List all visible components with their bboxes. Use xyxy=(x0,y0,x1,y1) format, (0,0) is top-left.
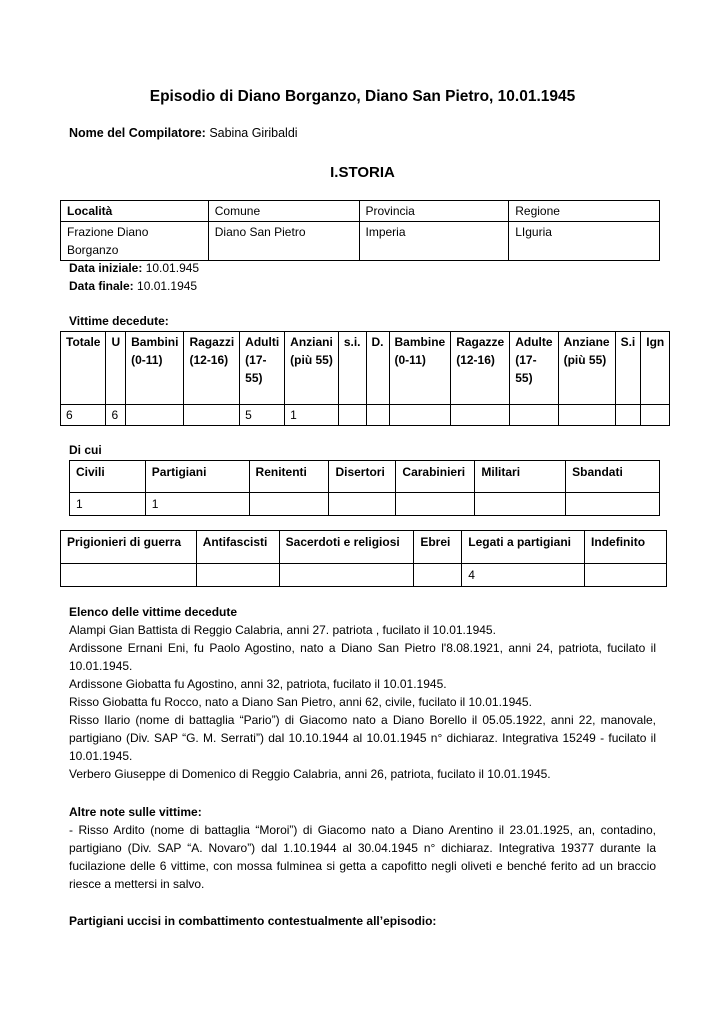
di-cui-header: Partigiani xyxy=(145,461,249,493)
table-row xyxy=(61,564,667,587)
victims-cell xyxy=(338,405,366,426)
di-cui-cell xyxy=(396,493,475,516)
di-cui-table xyxy=(69,460,660,516)
di-cui-label: Di cui xyxy=(69,443,102,457)
prisoners-header: Sacerdoti e religiosi xyxy=(279,531,414,564)
start-date-label: Data iniziale: xyxy=(69,261,143,275)
end-date-value: 10.01.1945 xyxy=(137,279,198,293)
prisoners-cell xyxy=(585,564,667,587)
table-row xyxy=(70,461,660,493)
di-cui-cell xyxy=(475,493,566,516)
prisoners-cell xyxy=(414,564,462,587)
victims-cell xyxy=(510,405,558,426)
victims-cell: 1 xyxy=(285,405,339,426)
victims-list xyxy=(69,603,656,783)
di-cui-header: Sbandati xyxy=(566,461,660,493)
start-date-value: 10.01.945 xyxy=(145,261,200,275)
victims-cell xyxy=(184,405,240,426)
dates-block xyxy=(69,259,199,295)
victims-cell: 5 xyxy=(240,405,285,426)
other-notes-label: Altre note sulle vittime: xyxy=(69,805,202,819)
list-item: Verbero Giuseppe di Domenico di Reggio Calabria, anni 26, patriota, fucilato il 10.01.1945. xyxy=(69,767,551,781)
prisoners-cell xyxy=(196,564,279,587)
prisoners-header: Legati a partigiani xyxy=(462,531,585,564)
di-cui-cell: 1 xyxy=(145,493,249,516)
prisoners-cell xyxy=(61,564,197,587)
list-item: Ardissone Giobatta fu Agostino, anni 32, patriota, fucilato il 10.01.1945. xyxy=(69,677,447,691)
table-row xyxy=(61,531,667,564)
location-header: Località xyxy=(61,201,209,222)
prisoners-header: Indefinito xyxy=(585,531,667,564)
di-cui-cell xyxy=(329,493,396,516)
compiler-value: Sabina Giribaldi xyxy=(209,126,298,140)
partisans-killed-label: Partigiani uccisi in combattimento contestualmente all’episodio: xyxy=(69,914,437,928)
location-header: Provincia xyxy=(359,201,509,222)
location-cell: Imperia xyxy=(359,222,509,261)
prisoners-header: Ebrei xyxy=(414,531,462,564)
victims-cell: 6 xyxy=(61,405,106,426)
victims-header: Adulte (17-55) xyxy=(510,332,558,405)
prisoners-header: Antifascisti xyxy=(196,531,279,564)
di-cui-header: Disertori xyxy=(329,461,396,493)
page-title: Episodio di Diano Borganzo, Diano San Pietro, 10.01.1945 xyxy=(149,88,576,105)
di-cui-header: Civili xyxy=(70,461,146,493)
victims-header: U xyxy=(106,332,126,405)
location-cell: LIguria xyxy=(509,222,660,261)
compiler-label: Nome del Compilatore: xyxy=(69,126,206,140)
section-title: I.STORIA xyxy=(330,164,395,181)
victims-header: Anziani (più 55) xyxy=(285,332,339,405)
victims-header: Bambine (0-11) xyxy=(389,332,451,405)
list-item: Risso Ilario (nome di battaglia “Pario”) di Giacomo nato a Diano Borello il 05.05.1922, anni 22, manovale, partigiano (Div. SAP “G. M. Serrati”) dal 10.10.1944 al 10.01.1945 n° dichiaraz. Integrativa 15249 - fucilato il 10.01.1945. xyxy=(69,713,656,763)
list-item: Ardissone Ernani Eni, fu Paolo Agostino, nato a Diano San Pietro l'8.08.1921, anni 24, patriota, fucilato il 10.01.1945. xyxy=(69,641,656,673)
victims-header: S.i xyxy=(615,332,641,405)
di-cui-header: Carabinieri xyxy=(396,461,475,493)
end-date-label: Data finale: xyxy=(69,279,134,293)
location-header: Comune xyxy=(208,201,359,222)
table-row xyxy=(61,332,670,405)
victims-header: Ragazzi (12-16) xyxy=(184,332,240,405)
location-cell: Frazione Diano Borganzo xyxy=(61,222,209,261)
prisoners-table xyxy=(60,530,667,587)
victims-cell xyxy=(451,405,510,426)
location-cell: Diano San Pietro xyxy=(208,222,359,261)
victims-header: s.i. xyxy=(338,332,366,405)
list-item: Alampi Gian Battista di Reggio Calabria, anni 27. patriota , fucilato il 10.01.1945. xyxy=(69,623,496,637)
victims-header: D. xyxy=(366,332,389,405)
location-table xyxy=(60,200,660,261)
location-header: Regione xyxy=(509,201,660,222)
victims-header: Bambini (0-11) xyxy=(126,332,184,405)
table-row xyxy=(61,405,670,426)
di-cui-cell xyxy=(249,493,329,516)
table-row xyxy=(61,222,660,261)
victims-cell xyxy=(615,405,641,426)
victims-cell xyxy=(389,405,451,426)
victims-label: Vittime decedute: xyxy=(69,314,169,328)
victims-header: Ign xyxy=(641,332,670,405)
victims-table xyxy=(60,331,670,426)
table-row xyxy=(61,201,660,222)
di-cui-header: Renitenti xyxy=(249,461,329,493)
victims-list-label: Elenco delle vittime decedute xyxy=(69,605,238,619)
prisoners-header: Prigionieri di guerra xyxy=(61,531,197,564)
victims-cell xyxy=(558,405,615,426)
victims-cell: 6 xyxy=(106,405,126,426)
victims-cell xyxy=(641,405,670,426)
victims-cell xyxy=(126,405,184,426)
di-cui-cell: 1 xyxy=(70,493,146,516)
victims-cell xyxy=(366,405,389,426)
victims-header: Anziane (più 55) xyxy=(558,332,615,405)
prisoners-cell: 4 xyxy=(462,564,585,587)
list-item: Risso Giobatta fu Rocco, nato a Diano San Pietro, anni 62, civile, fucilato il 10.01.1945. xyxy=(69,695,532,709)
other-notes-text: - Risso Ardito (nome di battaglia “Moroi”) di Giacomo nato a Diano Arentino il 23.01.1925, an, contadino, partigiano (Div. SAP “A. Novaro”) dal 1.10.1944 al 30.04.1945 n° dichiaraz. Integrativa 19377 durante la fucilazione delle 6 vittime, con mossa fulminea si getta a capofitto negli oliveti e benché ferito ad un braccio riesce a mettersi in salvo. xyxy=(69,823,656,891)
table-row xyxy=(70,493,660,516)
victims-header: Ragazze (12-16) xyxy=(451,332,510,405)
di-cui-cell xyxy=(566,493,660,516)
compiler-line xyxy=(69,126,298,140)
prisoners-cell xyxy=(279,564,414,587)
other-notes xyxy=(69,803,656,893)
victims-header: Totale xyxy=(61,332,106,405)
di-cui-header: Militari xyxy=(475,461,566,493)
victims-header: Adulti (17-55) xyxy=(240,332,285,405)
